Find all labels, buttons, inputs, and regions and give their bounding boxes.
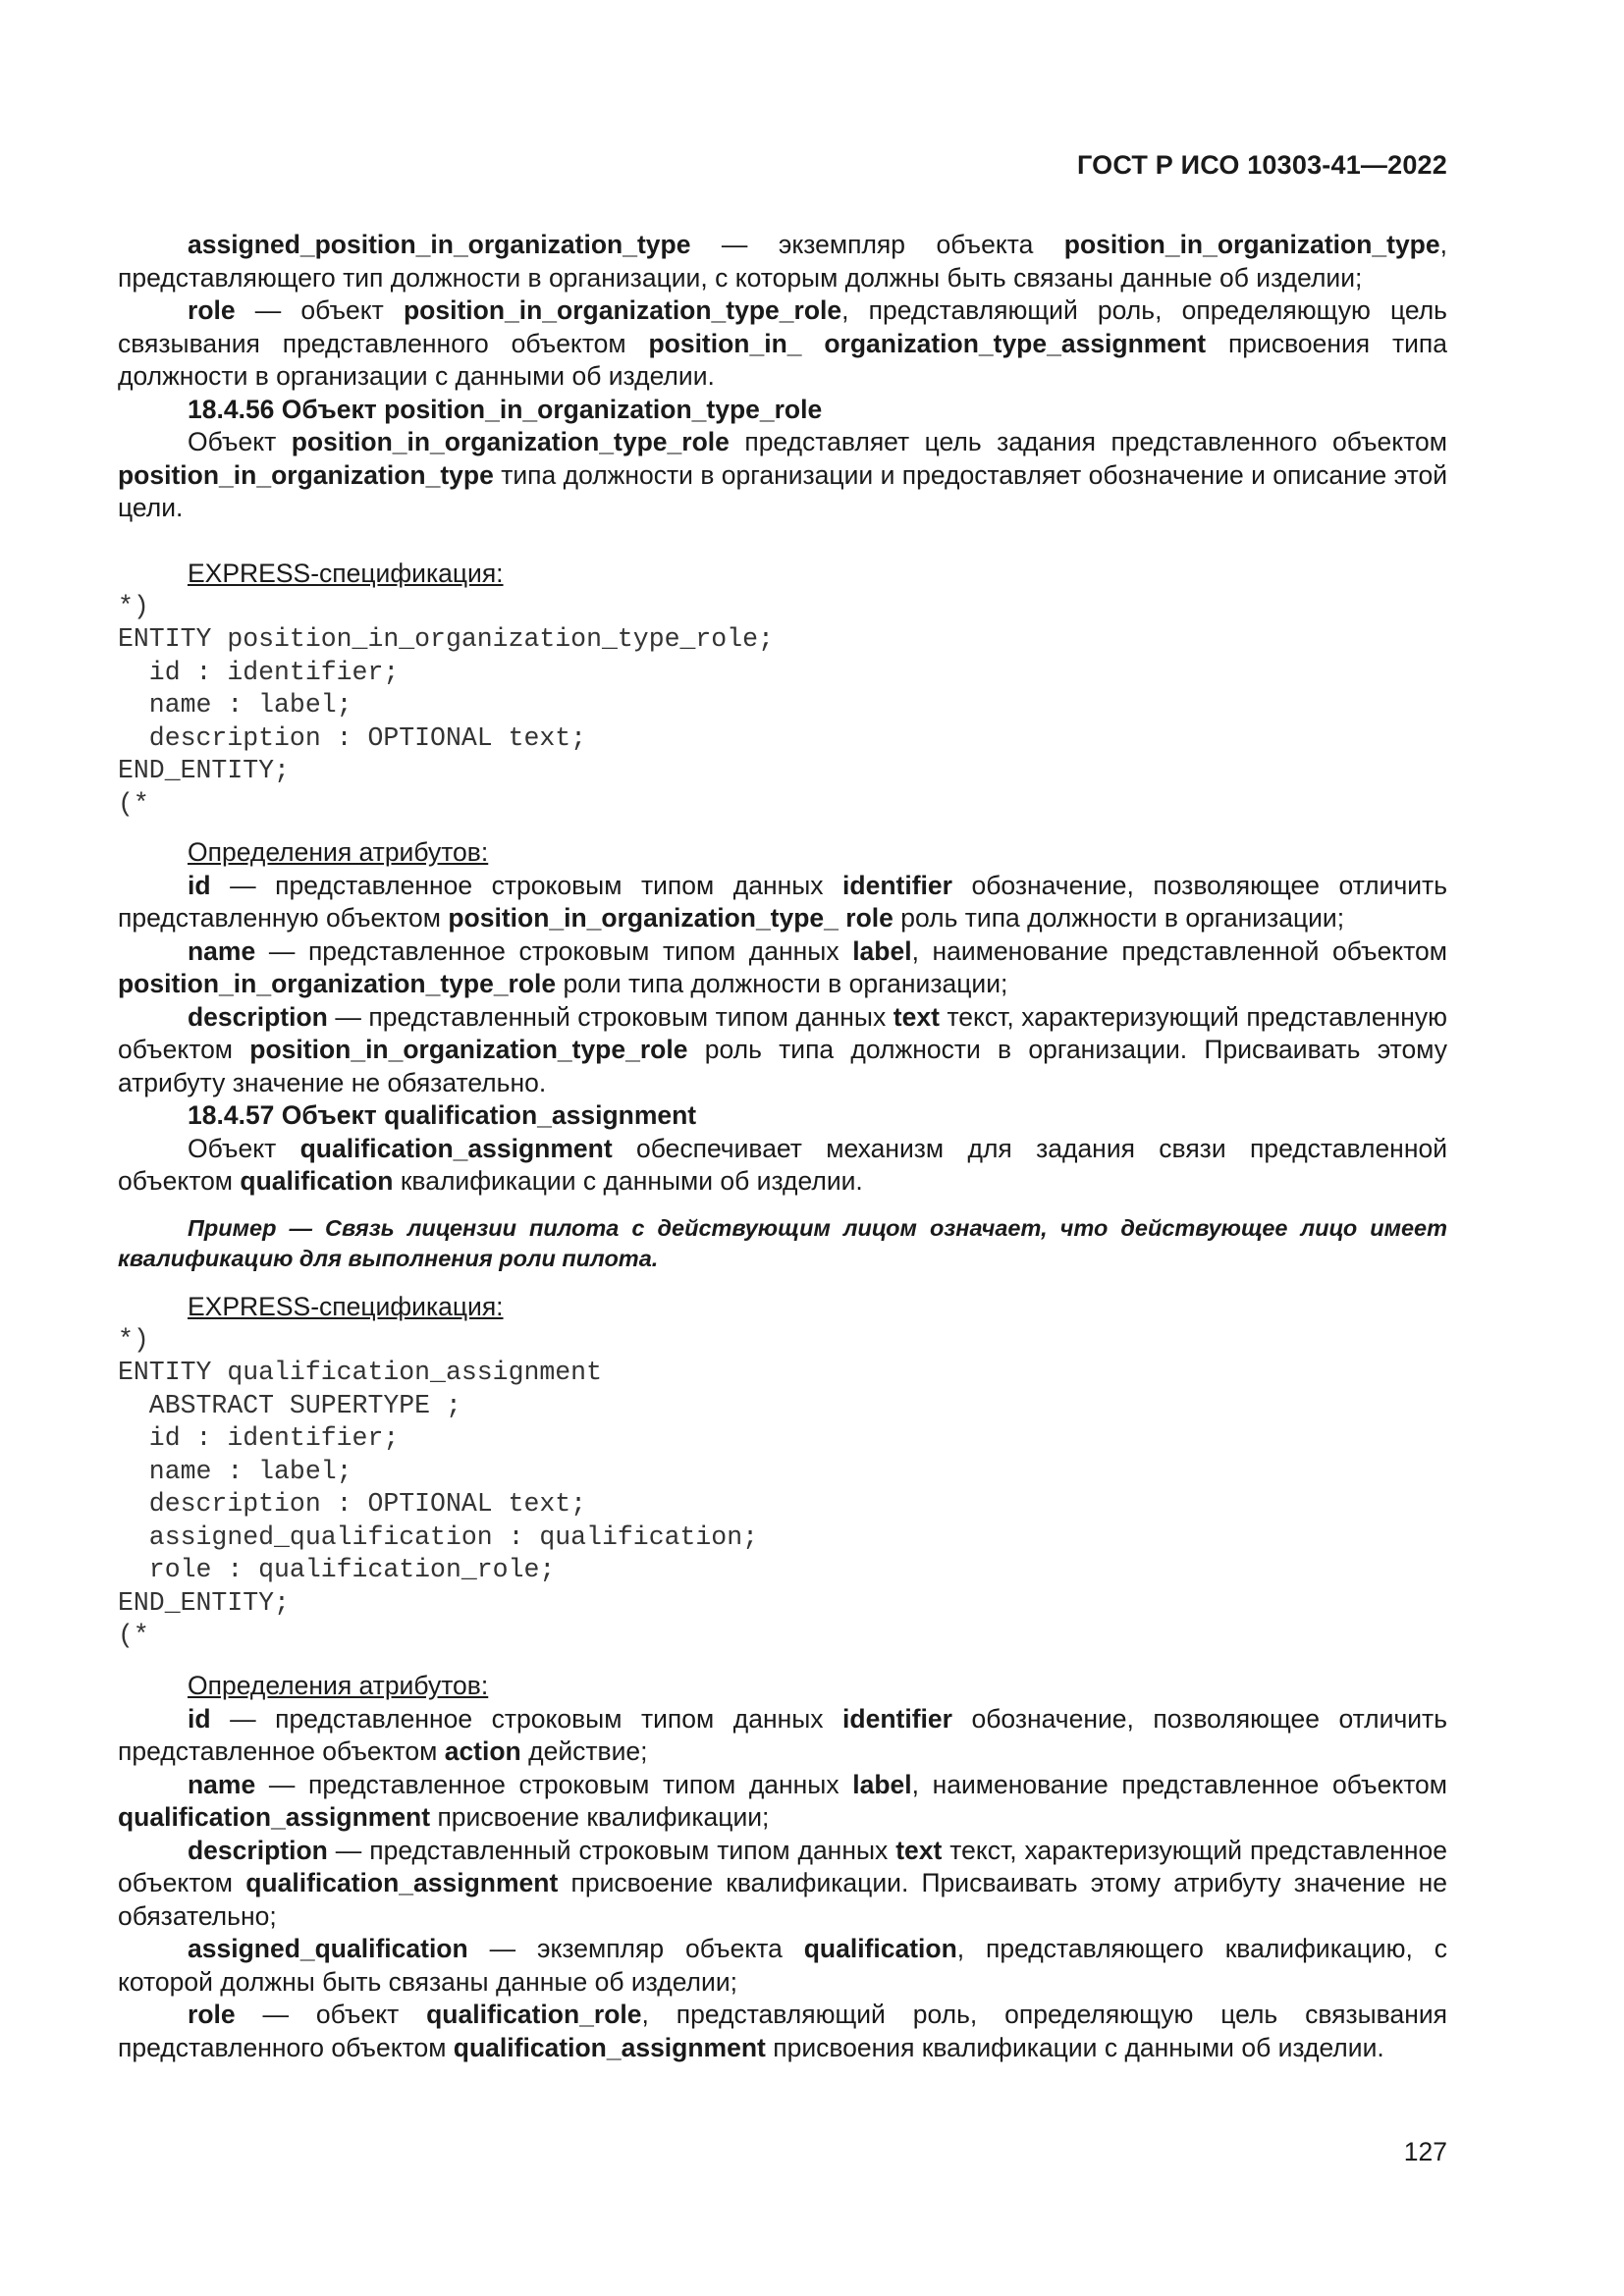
entity-description (118, 1133, 1447, 1199)
text: , представляющий роль, определяющую цель связывания представленного объектом (118, 2000, 1447, 2062)
term: action (444, 1736, 521, 1766)
term: position_in_ organization_type_assignment (648, 328, 1207, 358)
text: — объект (235, 2000, 427, 2029)
text: присвоения типа должности в организации с данными об изделии. (118, 328, 1447, 391)
term: position_in_organization_type_role (249, 1035, 688, 1064)
text: типа должности в организации и предоставляет обозначение и описание этой цели. (118, 459, 1447, 522)
term: label (852, 935, 912, 966)
text: — представленное строковым типом данных (255, 935, 853, 966)
section-heading-18-4-56: 18.4.56 Объект position_in_organization_type_role (188, 394, 823, 424)
text: — представленный строковым типом данных (327, 1835, 896, 1865)
text: присвоение квалификации; (430, 1802, 770, 1832)
example-text: Пример — Связь лицензии пилота с действующим лицом означает, что действующее лицо имеет квалификацию для выполнения роли пилота. (118, 1215, 1447, 1271)
term: qualification (240, 1166, 394, 1196)
term: position_in_organization_type_role (118, 969, 557, 998)
section-heading-18-4-57: 18.4.57 Объект qualification_assignment (188, 1100, 697, 1130)
term: role (188, 2000, 236, 2029)
section-position-type (118, 229, 1447, 525)
express-code: *) ENTITY qualification_assignment ABSTRACT SUPERTYPE ; id : identifier; name : label; description : OPTIONAL text; assigned_qualification : qualification; role : qualification_role; END_ENTITY; (* (118, 1324, 759, 1650)
term: position_in_organization_type_role (291, 427, 730, 456)
text: представляет цель задания представленного объектом (729, 427, 1447, 456)
term: position_in_organization_type_ role (448, 903, 893, 933)
attr-role (118, 294, 1447, 394)
term: assigned_position_in_organization_type (188, 230, 691, 259)
text: — представленное строковым типом данных (210, 1703, 843, 1734)
express-spec-2 (118, 1291, 1447, 1653)
term: text (893, 1001, 940, 1032)
term: position_in_organization_type (1063, 230, 1440, 259)
express-code: *) ENTITY position_in_organization_type_role; id : identifier; name : label; description : OPTIONAL text; END_ENTITY; (* (118, 591, 774, 819)
text: присвоения квалификации с данными об изделии. (765, 2032, 1384, 2062)
text: — представленное строковым типом данных (210, 870, 843, 900)
term: qualification_assignment (118, 1802, 431, 1832)
term: description (188, 1835, 328, 1865)
attr-name (118, 935, 1447, 1001)
document-header: ГОСТ Р ИСО 10303-41—2022 (1077, 150, 1447, 180)
text: — объект (235, 295, 404, 325)
term: role (188, 295, 236, 325)
text: Объект (188, 1133, 300, 1163)
text: , представляющий роль, определяющую цель связывания представленного объектом (118, 295, 1447, 358)
term: name (188, 935, 256, 966)
express-spec-1 (118, 558, 1447, 821)
text: Объект (188, 427, 292, 456)
attr-description (118, 1001, 1447, 1100)
express-label: EXPRESS-спецификация: (188, 559, 504, 588)
page-number: 127 (1403, 2137, 1447, 2166)
term: identifier (842, 1703, 952, 1734)
text: роли типа должности в организации; (556, 969, 1008, 998)
attr-assigned-position (118, 229, 1447, 294)
text: обозначение, позволяющее отличить представленное объектом (118, 1703, 1447, 1766)
term: description (188, 1001, 328, 1032)
attr-defs-label: Определения атрибутов: (188, 837, 489, 867)
text: роль типа должности в организации. Присваивать этому атрибуту значение не обязательно. (118, 1035, 1447, 1097)
term: position_in_organization_type (118, 459, 494, 490)
example-note (118, 1213, 1447, 1274)
text: действие; (520, 1736, 648, 1766)
term: name (188, 1769, 256, 1799)
text: обеспечивает механизм для задания связи представленной объектом (118, 1133, 1447, 1196)
text: , наименование представленное объектом (911, 1769, 1448, 1799)
term: qualification (803, 1934, 957, 1963)
attr-assigned-qualification (118, 1933, 1447, 1999)
term: id (188, 1703, 211, 1734)
term: id (188, 870, 211, 900)
text: текст, характеризующий представленную объектом (118, 1001, 1447, 1064)
attr-role (118, 1999, 1447, 2064)
text: , представляющего квалификацию, с которой должны быть связаны данные об изделии; (118, 1934, 1447, 1997)
text: роль типа должности в организации; (893, 903, 1345, 933)
entity-description (118, 426, 1447, 525)
attribute-definitions-1 (118, 836, 1447, 1099)
term: qualification_role (426, 2000, 642, 2029)
term: qualification_assignment (299, 1133, 613, 1163)
term: qualification_assignment (453, 2032, 766, 2062)
attr-id (118, 1703, 1447, 1769)
section-qualification (118, 1099, 1447, 1199)
attr-name (118, 1769, 1447, 1835)
attr-description (118, 1835, 1447, 1934)
term: position_in_organization_type_role (403, 295, 842, 325)
text: текст, характеризующий представленное объектом (118, 1835, 1447, 1897)
text: — экземпляр объекта (690, 230, 1064, 259)
text: присвоение квалификации. Присваивать этому атрибуту значение не обязательно; (118, 1868, 1448, 1931)
attribute-definitions-2 (118, 1670, 1447, 2064)
term: label (852, 1769, 912, 1799)
text: квалификации с данными об изделии. (393, 1166, 863, 1196)
text: — представленный строковым типом данных (327, 1001, 893, 1032)
text: — экземпляр объекта (467, 1934, 804, 1963)
term: qualification_assignment (245, 1868, 559, 1897)
term: text (895, 1835, 943, 1865)
attr-defs-label: Определения атрибутов: (188, 1671, 489, 1700)
express-label: EXPRESS-спецификация: (188, 1292, 504, 1321)
text: , представляющего тип должности в организации, с которым должны быть связаны данные об изделии; (118, 230, 1447, 293)
term: identifier (842, 870, 952, 900)
term: assigned_qualification (188, 1934, 468, 1963)
text: — представленное строковым типом данных (255, 1769, 853, 1799)
text: обозначение, позволяющее отличить представленную объектом (118, 870, 1447, 933)
text: , наименование представленной объектом (911, 935, 1447, 966)
attr-id (118, 870, 1447, 935)
